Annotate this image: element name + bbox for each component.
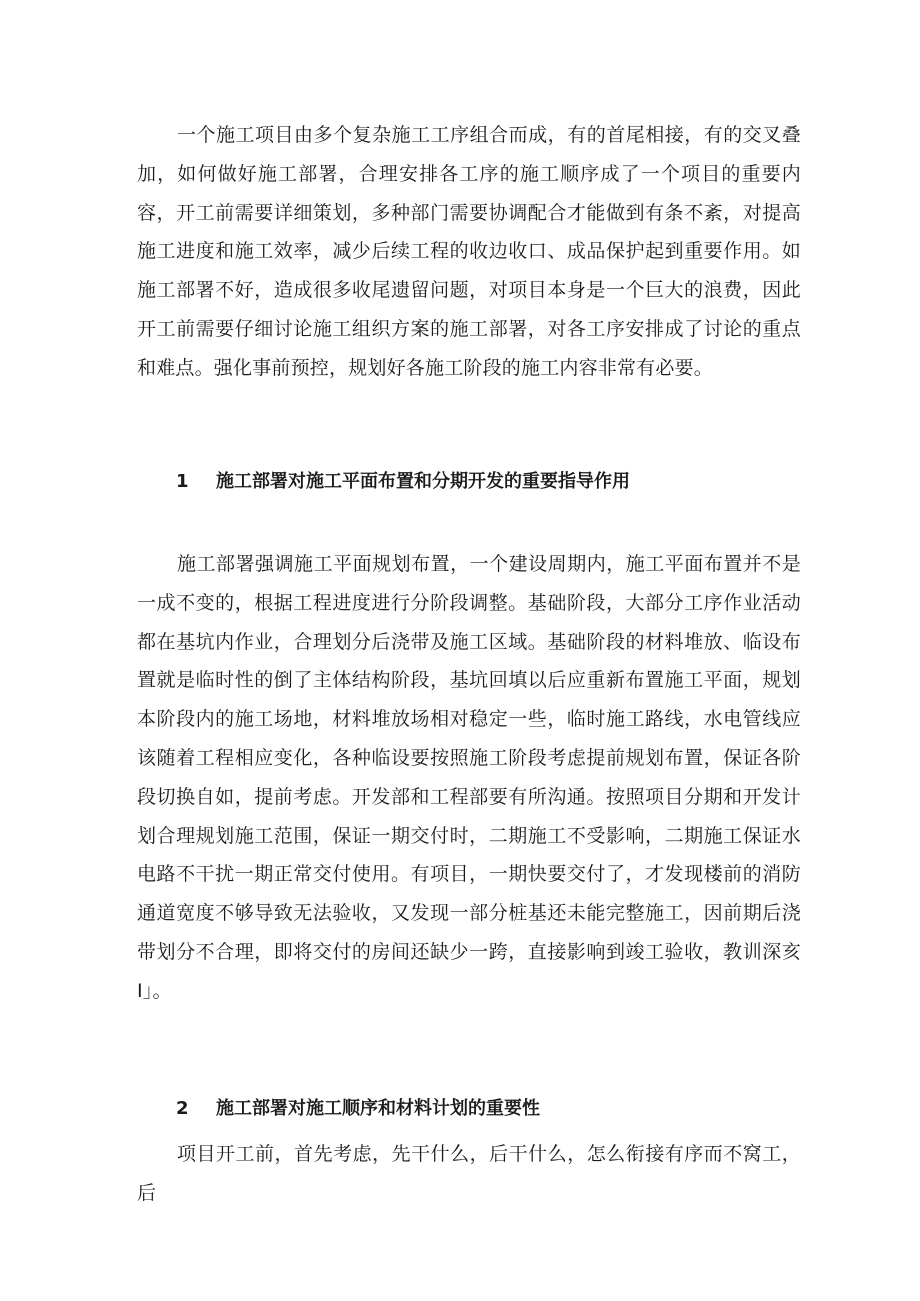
section-1-paragraph: 施工部署强调施工平面规划布置，一个建设周期内，施工平面布置并不是一成不变的，根据工程进度进行分阶段调整。基础阶段，大部分工序作业活动都在基坑内作业，合理划分后浇带及施工区域。基础阶段的材料堆放、临设布置就是临时性的倒了主体结构阶段，基坑回填以后应重新布置施工平面，规划本阶段内的施工场地，材料堆放场相对稳定一些，临时施工路线，水电管线应该随着工程相应变化，各种临设要按照施工阶段考虑提前规划布置，保证各阶段切换自如，提前考虑。开发部和工程部要有所沟通。按照项目分期和开发计划合理规划施工范围，保证一期交付时，二期施工不受影响，二期施工保证水电路不干扰一期正常交付使用。有项目，一期快要交付了，才发现楼前的消防通道宽度不够导致无法验收，又发现一部分桩基还未能完整施工，因前期后浇带划分不合理，即将交付的房间还缺少一跨，直接影响到竣工验收，教训深亥 I」。 [137, 553, 801, 1002]
section-number: 2 [176, 1098, 189, 1119]
section-title: 施工部署对施工平面布置和分期开发的重要指导作用 [216, 471, 630, 492]
intro-paragraph: 一个施工项目由多个复杂施工工序组合而成，有的首尾相接，有的交叉叠加，如何做好施工部署，合理安排各工序的施工顺序成了一个项目的重要内容，开工前需要详细策划，多种部门需要协调配合才能做到有条不紊，对提高施工进度和施工效率，减少后续工程的收边收口、成品保护起到重要作用。如施工部署不好，造成很多收尾遗留问题，对项目本身是一个巨大的浪费，因此开工前需要仔细讨论施工组织方案的施工部署，对各工序安排成了讨论的重点和难点。强化事前预控，规划好各施工阶段的施工内容非常有必要。 [137, 124, 801, 379]
section-title: 施工部署对施工顺序和材料计划的重要性 [216, 1098, 540, 1119]
section-heading-2 [176, 1097, 540, 1121]
section-heading-1 [176, 470, 630, 494]
section-number: 1 [176, 471, 189, 492]
section-2-paragraph: 项目开工前，首先考虑，先干什么，后干什么，怎么衔接有序而不窝工，后 [137, 1143, 801, 1204]
